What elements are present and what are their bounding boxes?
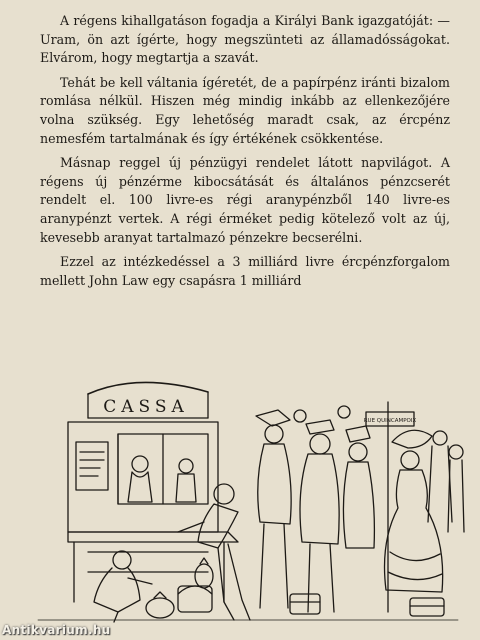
money-chests (178, 558, 213, 612)
ink-illustration (28, 372, 468, 624)
crowd (256, 406, 464, 612)
cassa-sign-text: CASSA (103, 397, 189, 417)
kneeling-figure (94, 551, 174, 622)
paragraph-2: Tehát be kell váltania ígéretét, de a papírpénz iránti bizalom romlása nélkül. Hiszen még mindig inkább az ellenkezőjére volna szükség. Egy lehetőség maradt csak, az ércpénz nemesfém tartalmának és így értékének csökkentése. (40, 74, 450, 146)
street-sign-text: RUE QUINCAMPOIX (363, 418, 417, 424)
paragraph-3: Másnap reggel új pénzügyi rendelet látott napvilágot. A régens új pénzérme kibocsátását és általános pénzcserét rendelt el. 100 livre-es régi aranypénzből 140 livre-es aranypénzt vertek. A régi érméket pedig kötelező volt az új, kevesebb aranyat tartalmazó pénzekre becserélni. (40, 155, 450, 245)
clerk-figure (128, 456, 196, 502)
paragraph-4: Ezzel az intézkedéssel a 3 milliárd livre ércpénzforgalom mellett John Law egy csapásra 1 milliárd (40, 254, 450, 288)
cassa-sign (88, 382, 208, 418)
watermark: Antikvarium.hu (2, 623, 111, 637)
street-sign (364, 402, 417, 612)
paragraph-1: A régens kihallgatáson fogadja a Királyi Bank igazgatóját: — Uram, ön azt ígérte, hogy megszünteti az államadósságokat. Elvárom, hogy megtartja a szavát. (40, 13, 450, 66)
body-text (40, 12, 450, 296)
ground-baskets (290, 594, 444, 616)
